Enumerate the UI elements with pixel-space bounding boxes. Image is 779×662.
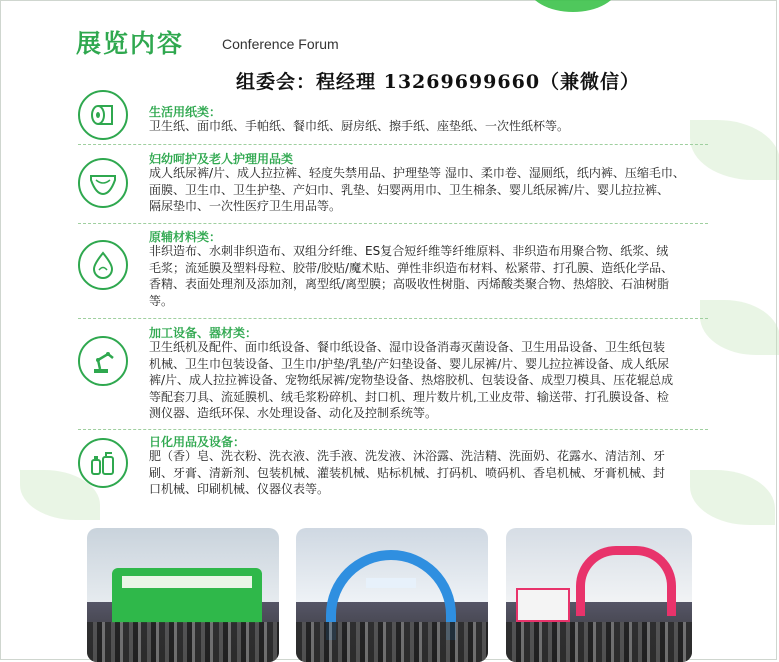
daily-products-bottles-icon [78,438,128,488]
raw-material-drop-icon [78,240,128,290]
category-title-daily-chemicals: 日化用品及设备： [149,435,246,449]
exhibition-hall-photo-2 [296,528,488,662]
divider [78,223,708,224]
divider [78,429,708,430]
category-text-daily-chemicals: 肥（香）皂、洗衣粉、洗衣液、洗手液、洗发液、沐浴露、洗洁精、洗面奶、花露水、清洁剂、牙 刷、牙膏、清新剂、包装机械、灌装机械、贴标机械、打码机、喷码机、香皂机械、牙膏机械、封 口机械、印刷机械、仪器仪表等。 [149,449,666,497]
category-text-tissue: 卫生纸、面巾纸、手帕纸、餐巾纸、厨房纸、擦手纸、座垫纸、一次性纸杯等。 [149,119,570,133]
section-subtitle: Conference Forum [222,36,339,52]
section-title: 展览内容 [76,29,185,58]
category-title-equipment: 加工设备、器材类： [149,326,258,340]
robot-arm-icon [78,336,128,386]
category-text-materials: 非织造布、水刺非织造布、双组分纤维、ES复合短纤维等纤维原料、非织造布用聚合物、纸浆、绒 毛浆；流延膜及塑料母粒、胶带/胶贴/魔术贴、弹性非织造布材料、松紧带、打孔膜、造纸化学品、 香精、表面处理剂及添加剂，离型纸/离型膜；高吸收性树脂、丙烯酸类聚合物、热熔胶、石油树脂 等。 [149,244,674,308]
divider [78,318,708,319]
diaper-icon [78,158,128,208]
category-title-materials: 原辅材料类： [149,230,222,244]
contact-line: 组委会：程经理 13269699660（兼微信） [236,71,641,93]
divider [78,144,708,145]
category-text-care: 成人纸尿裤/片、成人拉拉裤、轻度失禁用品、护理垫等 湿巾、柔巾卷、湿厕纸，纸内裤、压缩毛巾、 面膜、卫生巾、卫生护垫、产妇巾、乳垫、妇婴两用巾、卫生棉条、婴儿纸尿裤/片、婴儿拉拉裤、 隔尿垫巾、一次性医疗卫生用品等。 [149,166,685,214]
category-title-tissue: 生活用纸类： [149,105,222,119]
toilet-paper-icon [78,90,128,140]
exhibition-hall-photo-3 [506,528,692,662]
exhibition-hall-photo-1 [87,528,279,662]
category-text-equipment: 卫生纸机及配件、面巾纸设备、餐巾纸设备、湿巾设备消毒灭菌设备、卫生用品设备、卫生纸包装 机械、卫生巾包装设备、卫生巾/护垫/乳垫/产妇垫设备、婴儿尿裤/片、婴儿拉拉裤设备、成人纸尿 裤/片、成人拉拉裤设备、宠物纸尿裤/宠物垫设备、热熔胶机、包装设备、成型刀模具、压花辊总成 等配套刀具、流延膜机、绒毛浆粉碎机、封口机、理片数片机,工业皮带、输送带、打孔膜设备、检 测仪器、造纸环保、水处理设备、动化及控制系统等。 [149,340,674,421]
category-title-care: 妇幼呵护及老人护理用品类 [149,152,294,166]
